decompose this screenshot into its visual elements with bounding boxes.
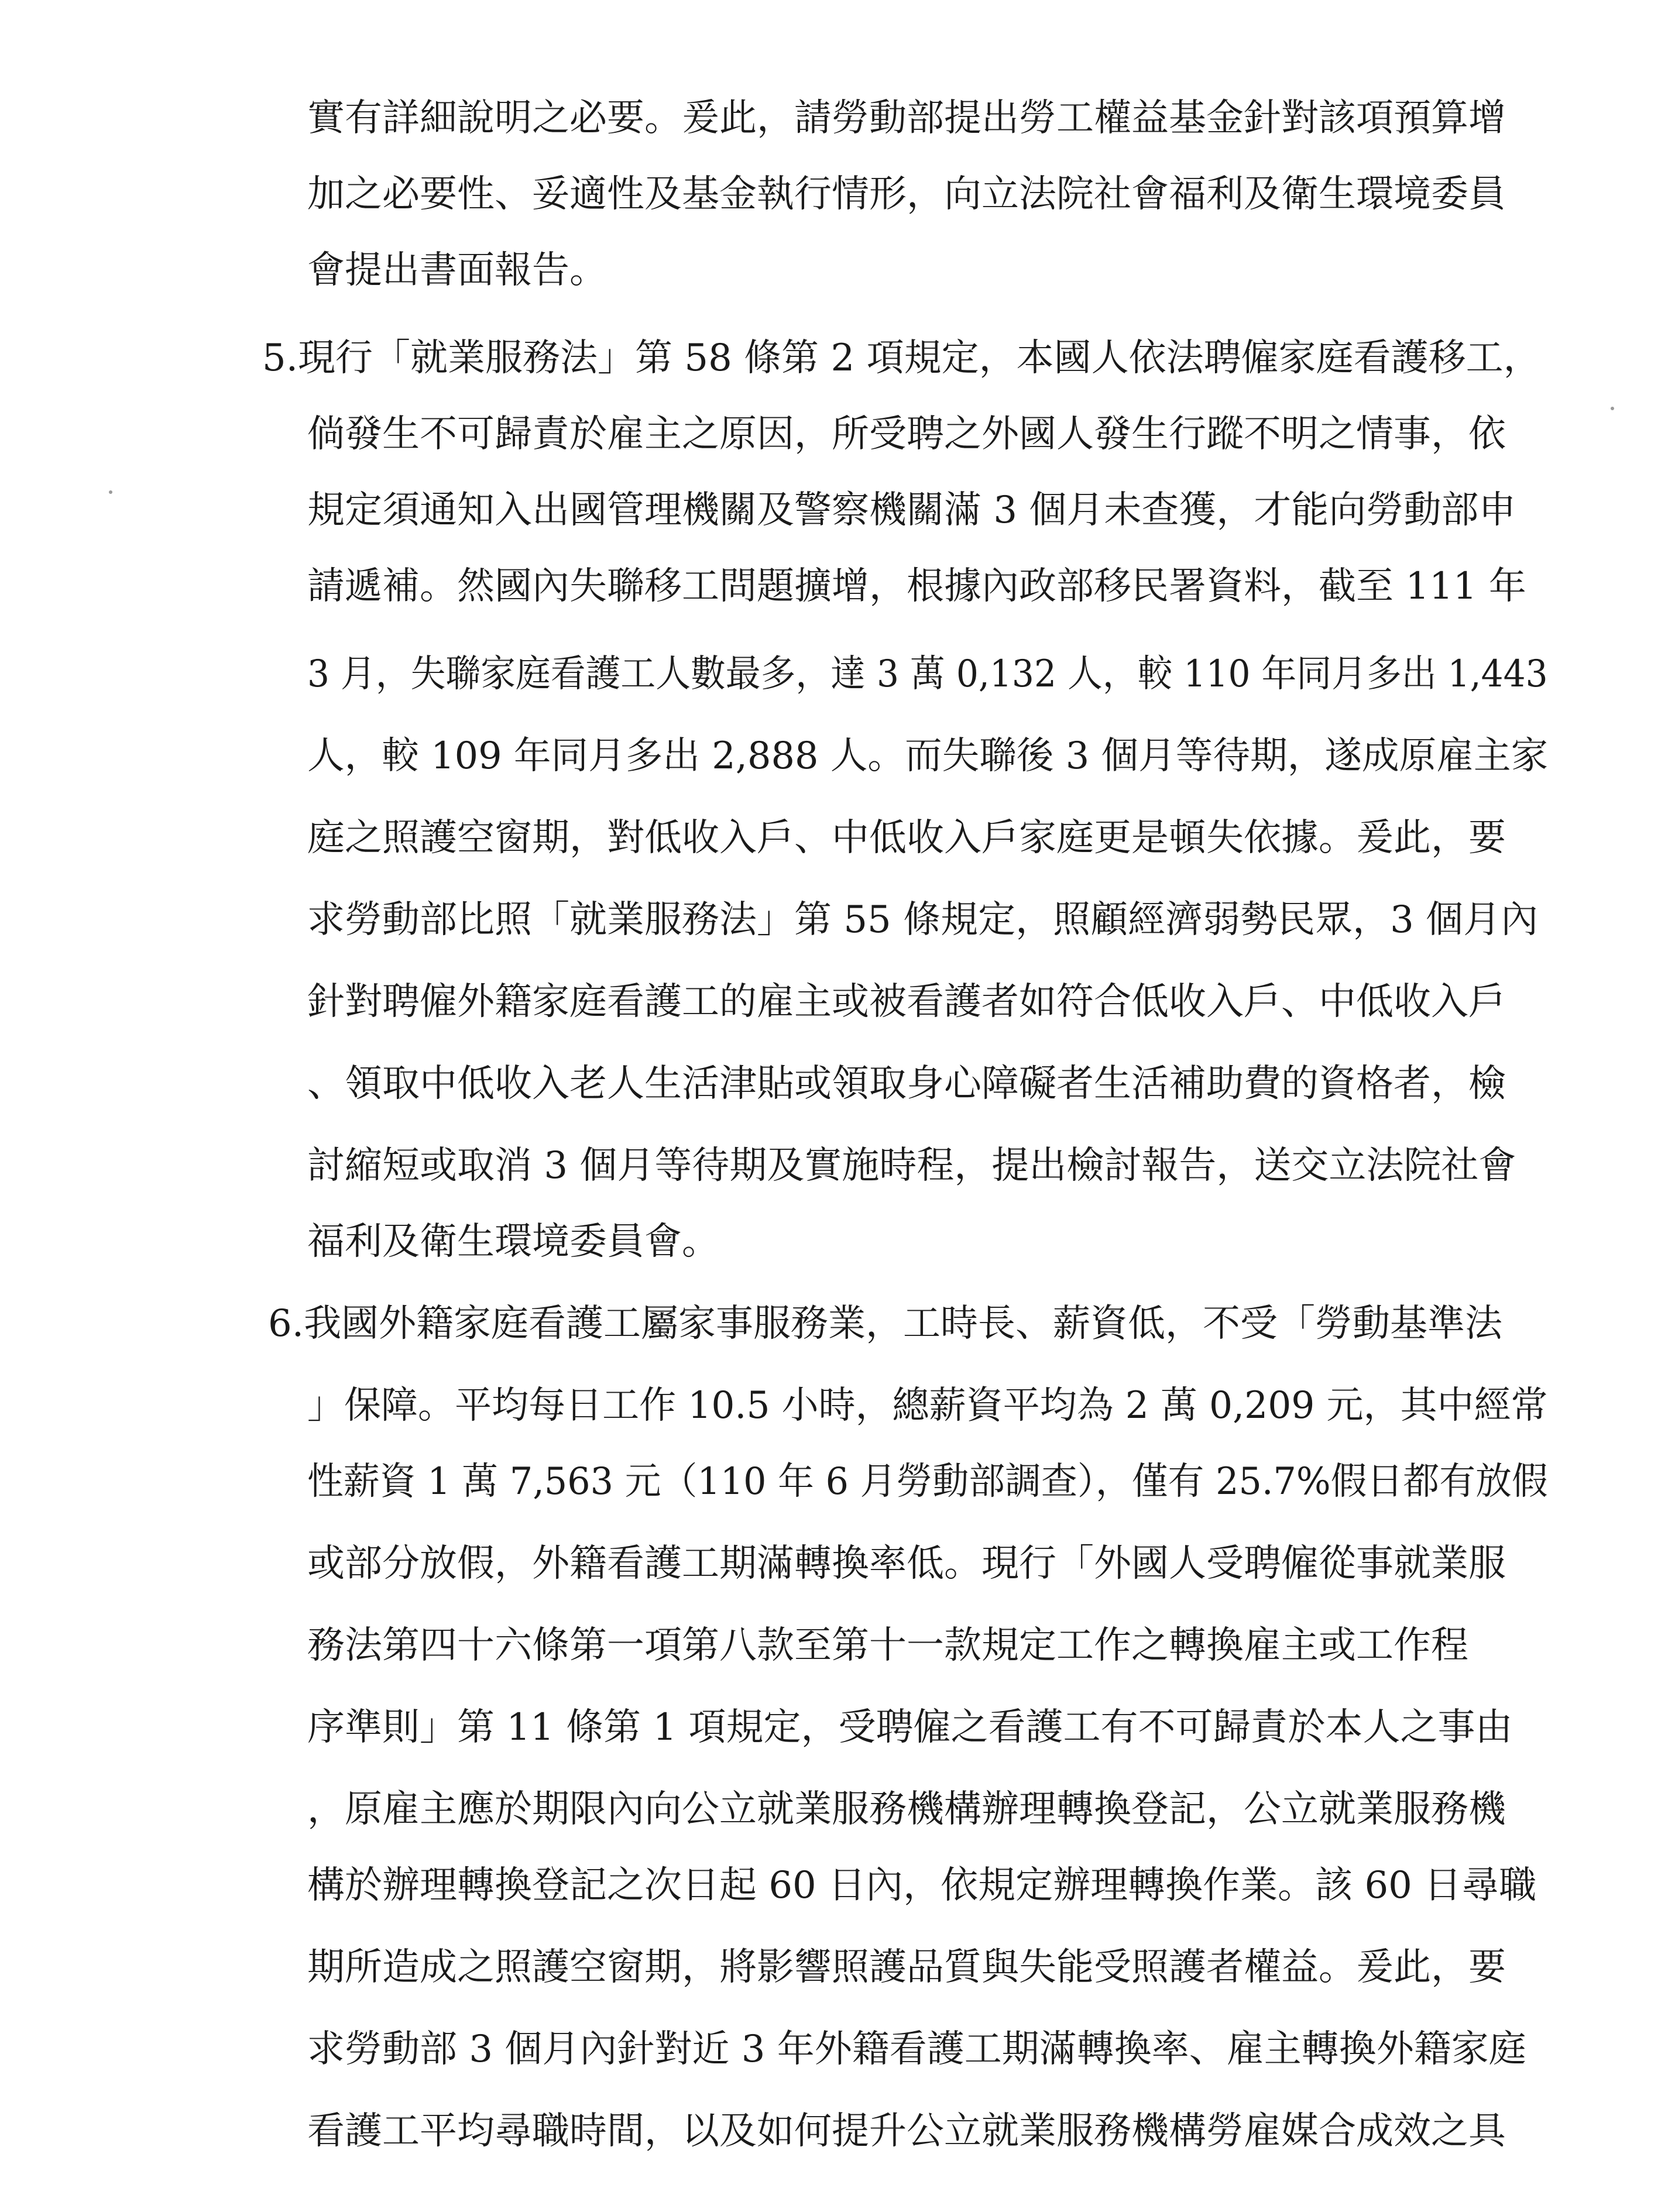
scan-speck	[1611, 407, 1614, 410]
text-line: 人，較 109 年同月多出 2,888 人。而失聯後 3 個月等待期，遂成原雇主家	[307, 734, 1549, 778]
text-line: 看護工平均尋職時間，以及如何提升公立就業服務機構勞雇媒合成效之具	[307, 2110, 1506, 2153]
text-line: 針對聘僱外籍家庭看護工的雇主或被看護者如符合低收入戶、中低收入戶	[307, 980, 1506, 1023]
text-line: 討縮短或取消 3 個月等待期及實施時程，提出檢討報告，送交立法院社會	[307, 1144, 1516, 1187]
text-line: 6.我國外籍家庭看護工屬家事服務業，工時長、薪資低，不受「勞動基準法	[268, 1302, 1503, 1345]
text-line: 倘發生不可歸責於雇主之原因，所受聘之外國人發生行蹤不明之情事，依	[307, 413, 1506, 456]
text-line: 庭之照護空窗期，對低收入戶、中低收入戶家庭更是頓失依據。爰此，要	[307, 816, 1506, 860]
text-line: 請遞補。然國內失聯移工問題擴增，根據內政部移民署資料，截至 111 年	[307, 565, 1526, 608]
scan-speck	[109, 490, 112, 494]
text-line: 期所造成之照護空窗期，將影響照護品質與失能受照護者權益。爰此，要	[307, 1946, 1506, 1989]
text-line: 構於辦理轉換登記之次日起 60 日內，依規定辦理轉換作業。該 60 日尋職	[307, 1864, 1537, 1907]
text-line: 性薪資 1 萬 7,563 元（110 年 6 月勞動部調查），僅有 25.7%假日都有放假	[307, 1460, 1548, 1503]
text-line: 、領取中低收入老人生活津貼或領取身心障礙者生活補助費的資格者，檢	[307, 1062, 1506, 1105]
text-line: 3 月，失聯家庭看護工人數最多，達 3 萬 0,132 人，較 110 年同月多出 1,443	[307, 652, 1548, 696]
text-line: 序準則」第 11 條第 1 項規定，受聘僱之看護工有不可歸責於本人之事由	[307, 1706, 1513, 1749]
text-line: 」保障。平均每日工作 10.5 小時，總薪資平均為 2 萬 0,209 元，其中經常	[307, 1384, 1548, 1427]
text-line: 實有詳細說明之必要。爰此，請勞動部提出勞工權益基金針對該項預算增	[307, 97, 1506, 140]
text-line: 求勞動部比照「就業服務法」第 55 條規定，照顧經濟弱勢民眾，3 個月內	[307, 898, 1539, 942]
text-line: 或部分放假，外籍看護工期滿轉換率低。現行「外國人受聘僱從事就業服	[307, 1542, 1506, 1585]
text-line: 規定須通知入出國管理機關及警察機關滿 3 個月未查獲，才能向勞動部申	[307, 489, 1516, 532]
text-line: 加之必要性、妥適性及基金執行情形，向立法院社會福利及衛生環境委員	[307, 173, 1506, 216]
text-line: 求勞動部 3 個月內針對近 3 年外籍看護工期滿轉換率、雇主轉換外籍家庭	[307, 2028, 1526, 2071]
text-line: ，原雇主應於期限內向公立就業服務機構辦理轉換登記，公立就業服務機	[307, 1788, 1506, 1831]
text-line: 務法第四十六條第一項第八款至第十一款規定工作之轉換雇主或工作程	[307, 1624, 1468, 1667]
text-line: 5.現行「就業服務法」第 58 條第 2 項規定，本國人依法聘僱家庭看護移工，	[262, 336, 1541, 380]
text-line: 會提出書面報告。	[307, 249, 607, 292]
text-line: 福利及衛生環境委員會。	[307, 1220, 719, 1263]
